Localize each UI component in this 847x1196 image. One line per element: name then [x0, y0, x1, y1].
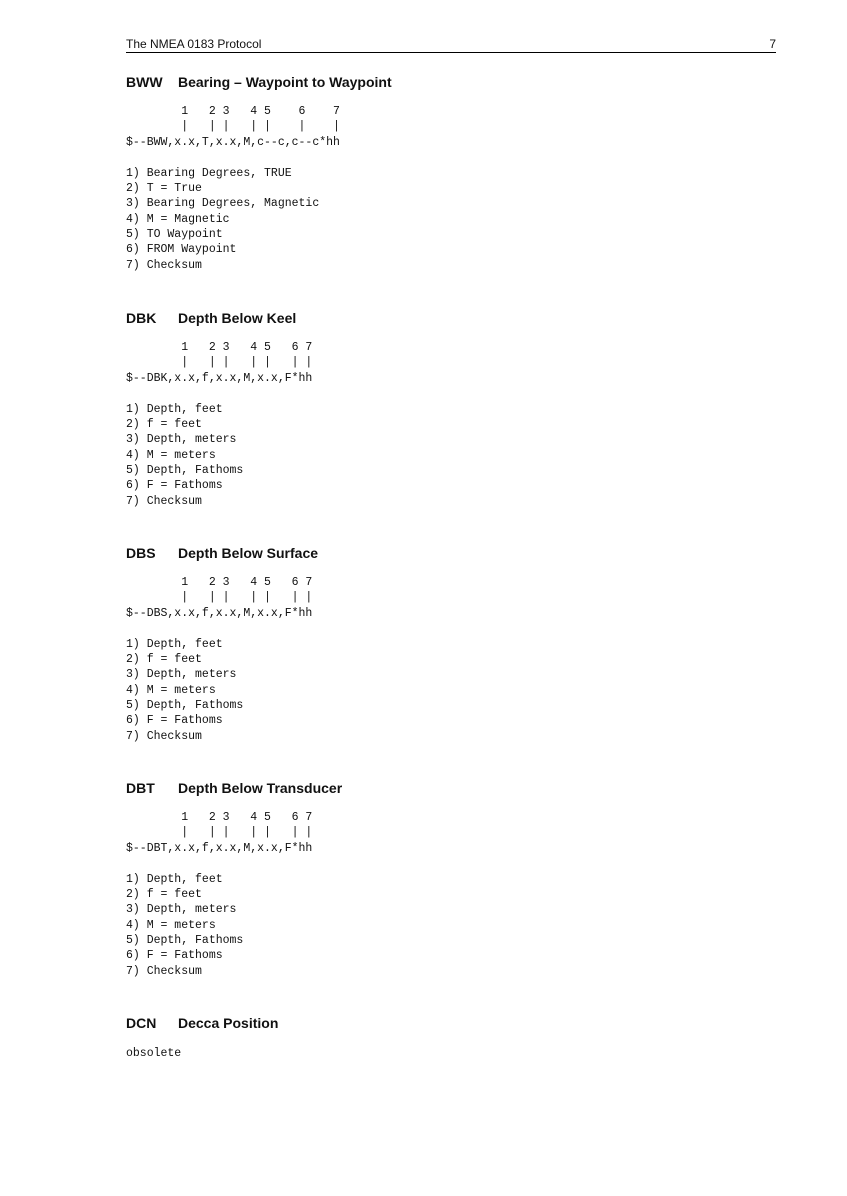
sentence-format: $--BWW,x.x,T,x.x,M,c--c,c--c*hh	[126, 135, 340, 149]
sentence-name: Bearing – Waypoint to Waypoint	[178, 74, 392, 90]
field-item: 3) Depth, meters	[126, 668, 237, 682]
sentence-section-bww	[126, 74, 776, 273]
field-item: 2) T = True	[126, 182, 202, 196]
field-item: 6) F = Fathoms	[126, 479, 223, 493]
field-item: 7) Checksum	[126, 258, 202, 272]
sentence-code: BWW	[126, 74, 163, 90]
section-heading	[126, 780, 776, 798]
sentence-name: Depth Below Surface	[178, 545, 319, 561]
field-item: 6) F = Fathoms	[126, 714, 223, 728]
field-item: 4) M = meters	[126, 918, 216, 932]
field-list	[126, 166, 776, 273]
page-number: 7	[769, 37, 776, 51]
sentence-section-dbk	[126, 310, 776, 509]
field-index-line: 1 2 3 4 5 6 7	[126, 341, 313, 354]
section-heading	[126, 310, 776, 328]
sentence-format: $--DBT,x.x,f,x.x,M,x.x,F*hh	[126, 841, 313, 855]
field-item: 1) Depth, feet	[126, 637, 223, 651]
sentence-code: DBS	[126, 545, 156, 561]
field-list	[126, 872, 776, 979]
sentence-format: $--DBK,x.x,f,x.x,M,x.x,F*hh	[126, 371, 313, 385]
field-item: 7) Checksum	[126, 964, 202, 978]
field-index-line: 1 2 3 4 5 6 7	[126, 576, 313, 589]
field-marker-line: | | | | | | |	[126, 826, 313, 840]
document-title: The NMEA 0183 Protocol	[126, 37, 262, 51]
sentence-section-dbs	[126, 545, 776, 744]
field-item: 4) M = Magnetic	[126, 212, 230, 226]
field-item: 1) Depth, feet	[126, 872, 223, 886]
field-index-line: 1 2 3 4 5 6 7	[126, 811, 313, 824]
field-item: 6) FROM Waypoint	[126, 243, 237, 257]
field-item: 3) Depth, meters	[126, 433, 237, 447]
sentence-syntax	[126, 340, 776, 386]
obsolete-note: obsolete	[126, 1047, 182, 1060]
field-item: 2) f = feet	[126, 418, 202, 432]
field-item: 5) Depth, Fathoms	[126, 464, 244, 478]
field-item: 5) TO Waypoint	[126, 228, 223, 242]
sentence-name: Decca Position	[178, 1015, 279, 1031]
sentence-name: Depth Below Transducer	[178, 780, 343, 796]
sentence-section-dbt	[126, 780, 776, 979]
section-heading	[126, 545, 776, 563]
field-item: 6) F = Fathoms	[126, 949, 223, 963]
field-item: 5) Depth, Fathoms	[126, 934, 244, 948]
sentence-syntax	[126, 104, 776, 150]
field-item: 3) Bearing Degrees, Magnetic	[126, 197, 320, 211]
field-item: 2) f = feet	[126, 888, 202, 902]
field-item: 4) M = meters	[126, 448, 216, 462]
field-marker-line: | | | | | | |	[126, 120, 340, 134]
field-list	[126, 637, 776, 744]
field-item: 3) Depth, meters	[126, 903, 237, 917]
field-marker-line: | | | | | | |	[126, 356, 313, 370]
field-item: 1) Bearing Degrees, TRUE	[126, 166, 292, 180]
sentence-syntax	[126, 810, 776, 856]
field-item: 2) f = feet	[126, 653, 202, 667]
field-list	[126, 402, 776, 509]
section-heading	[126, 1015, 776, 1033]
page-header	[126, 36, 776, 53]
sentence-section-dcn	[126, 1015, 776, 1060]
field-item: 1) Depth, feet	[126, 402, 223, 416]
sentence-code: DBT	[126, 780, 155, 796]
sentence-code: DCN	[126, 1015, 157, 1031]
section-heading	[126, 74, 776, 92]
field-item: 7) Checksum	[126, 494, 202, 508]
sentence-name: Depth Below Keel	[178, 310, 297, 326]
field-marker-line: | | | | | | |	[126, 591, 313, 605]
field-item: 5) Depth, Fathoms	[126, 699, 244, 713]
field-item: 4) M = meters	[126, 683, 216, 697]
sentence-format: $--DBS,x.x,f,x.x,M,x.x,F*hh	[126, 606, 313, 620]
field-item: 7) Checksum	[126, 729, 202, 743]
sentence-syntax	[126, 575, 776, 621]
sentence-code: DBK	[126, 310, 157, 326]
field-index-line: 1 2 3 4 5 6 7	[126, 105, 340, 118]
